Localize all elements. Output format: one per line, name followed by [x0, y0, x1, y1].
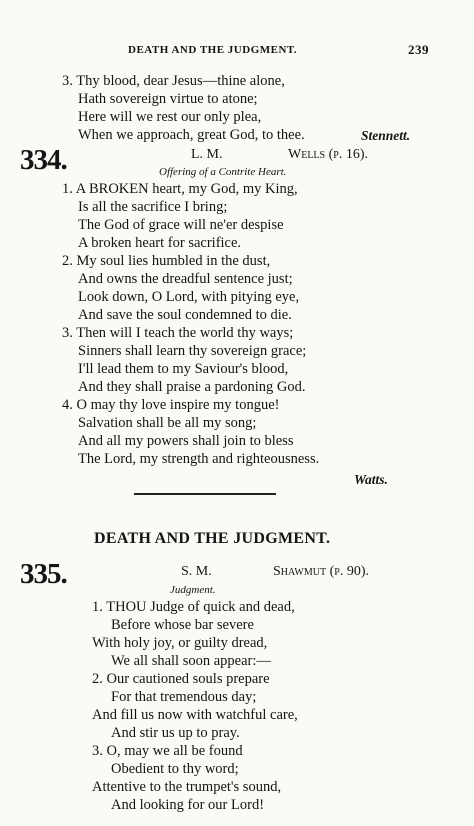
verse-line: And save the soul condemned to die. — [78, 307, 292, 323]
running-head: DEATH AND THE JUDGMENT. — [128, 44, 298, 56]
verse-line: For that tremendous day; — [111, 689, 257, 705]
verse-line: 1. A BROKEN heart, my God, my King, — [62, 181, 298, 197]
hymn-meter: S. M. — [181, 564, 212, 579]
verse-line: We all shall soon appear:— — [111, 653, 271, 669]
verse-line: 3. O, may we all be found — [92, 743, 243, 759]
verse-line: Here will we rest our only plea, — [78, 109, 262, 125]
verse-line: And stir us up to pray. — [111, 725, 240, 741]
hymn-author: Watts. — [354, 472, 388, 487]
verse-line: The Lord, my strength and righteousness. — [78, 451, 320, 467]
verse-line: 2. Our cautioned souls prepare — [92, 671, 270, 687]
verse-line: And they shall praise a pardoning God. — [78, 379, 306, 395]
verse-line: With holy joy, or guilty dread, — [92, 635, 268, 651]
verse-line: I'll lead them to my Saviour's blood, — [78, 361, 289, 377]
hymn-tune: Shawmut (p. 90). — [273, 564, 369, 579]
verse-line: 4. O may thy love inspire my tongue! — [62, 397, 280, 413]
verse-line: The God of grace will ne'er despise — [78, 217, 284, 233]
verse-line: 2. My soul lies humbled in the dust, — [62, 253, 271, 269]
hymn-number: 334. — [20, 144, 67, 176]
verse-line: Obedient to thy word; — [111, 761, 239, 777]
hymn-meter: L. M. — [191, 147, 223, 162]
verse-line: Look down, O Lord, with pitying eye, — [78, 289, 300, 305]
verse-line: 3. Then will I teach the world thy ways; — [62, 325, 294, 341]
verse-line: Salvation shall be all my song; — [78, 415, 257, 431]
verse-line: And owns the dreadful sentence just; — [78, 271, 293, 287]
hymn-subtitle: Offering of a Contrite Heart. — [159, 166, 287, 178]
hymn-subtitle: Judgment. — [170, 584, 216, 596]
verse-line: Before whose bar severe — [111, 617, 254, 633]
verse-line: And all my powers shall join to bless — [78, 433, 294, 449]
page-number: 239 — [408, 42, 429, 57]
verse-line: And looking for our Lord! — [111, 797, 265, 813]
verse-line: 3. Thy blood, dear Jesus—thine alone, — [62, 73, 285, 89]
hymn-number: 335. — [20, 558, 67, 590]
verse-line: 1. THOU Judge of quick and dead, — [92, 599, 295, 615]
verse-line: Sinners shall learn thy sovereign grace; — [78, 343, 307, 359]
hymn-tune: Wells (p. 16). — [288, 147, 368, 162]
section-divider — [134, 493, 276, 495]
verse-line: A broken heart for sacrifice. — [78, 235, 242, 251]
hymn-author: Stennett. — [361, 128, 411, 143]
verse-line: When we approach, great God, to thee. — [78, 127, 305, 143]
section-title: DEATH AND THE JUDGMENT. — [94, 530, 331, 547]
verse-line: Hath sovereign virtue to atone; — [78, 91, 258, 107]
verse-line: Is all the sacrifice I bring; — [78, 199, 228, 215]
verse-line: And fill us now with watchful care, — [92, 707, 298, 723]
verse-line: Attentive to the trumpet's sound, — [92, 779, 282, 795]
